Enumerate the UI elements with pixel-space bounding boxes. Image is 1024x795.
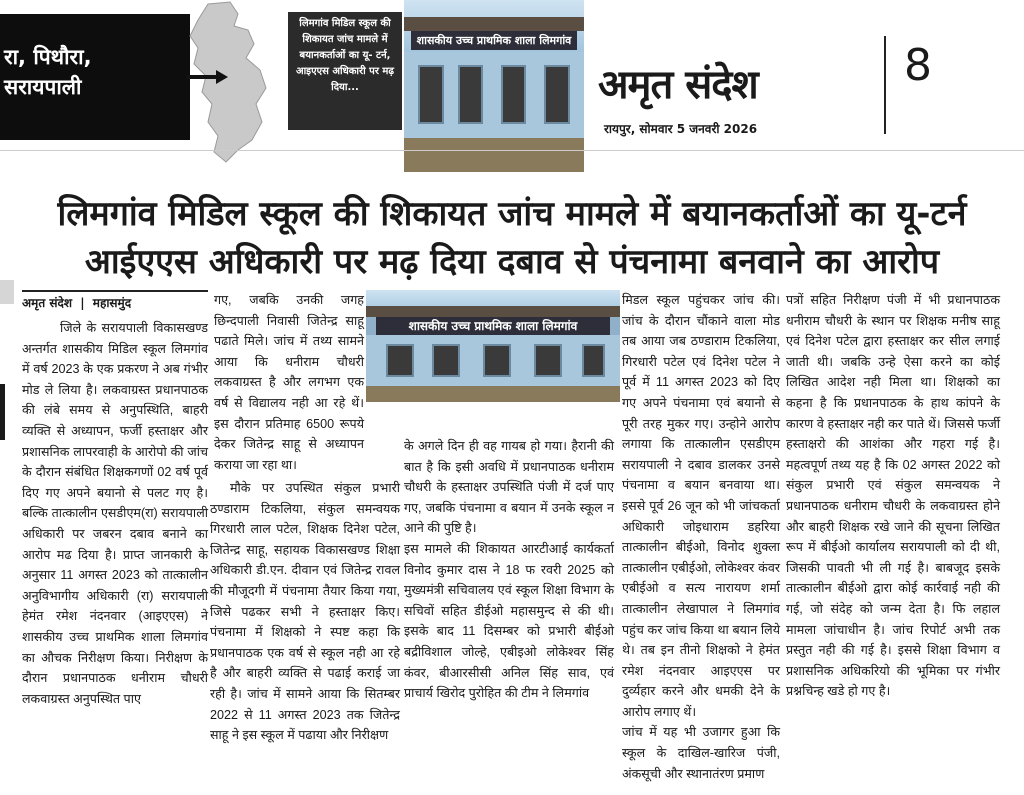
byline-paper: अमृत संदेश <box>22 296 73 310</box>
arrow-right-icon <box>186 70 228 84</box>
teaser-place-block <box>0 14 190 140</box>
article-column-3: के अगले दिन ही वह गायब हो गया। हैरानी की बात है कि इसी अवधि में प्रधानपाठक धनीराम चौधरी के हस्ताक्षर उपस्थिति पंजी में दर्ज पाए गए, जबकि पंचनामा व बयान में उनके स्कूल न आने की पुष्टि है। इस मामले की शिकायत आरटीआई कार्यकर्ता विनोद कुमार दास ने 18 फ रवरी 2025 को मुख्यमंत्री सचिवालय एवं स्कूल शिक्षा विभाग के सचिवों सहित डीईओ महासमुन्द से की थी। इसके बाद 11 दिसम्बर को प्रभारी बीईओ बद्रीविशाल जोल्हे, एबीइओ लोकेश्वर सिंह कंवर, बीआरसीसी अनिल सिंह साव, एवं प्राचार्य खिरोद पुरोहित की टीम ने लिमगांव <box>404 439 614 701</box>
header-divider <box>0 150 1024 151</box>
teaser-place-text: रा, पिथौरा, सरायपाली <box>4 45 92 99</box>
masthead-divider <box>884 36 886 134</box>
article-column-5: पत्रों सहित निरीक्षण पंजी में भी प्रधानपाठक धनीराम चौधरी के स्थान पर शिक्षक मनीष साहू एवं दिनेश पटेल द्वारा हस्ताक्षर कर सील लगाई जाती थी। जबकि उन्हे ऐसा करने का कोई लिखित आदेश नही मिला था। शिक्षको का कहना है कि प्रधानपाठक के हाथ कांपने के कारण वे हस्ताक्षर नही कर पाते थें। जिससे फर्जी हस्ताक्षरो की आशंका और गहरा गई है। महत्वपूर्ण तथ्य यह है कि 02 अगस्त 2022 को संकुल प्रभारी एवं संकुल समन्वयक ने प्रधानपाठक धनीराम चौधरी के लकवाग्रस्त होने और बाहरी शिक्षक रखे जाने की सूचना लिखित रूप में बीईओ कार्यालय सरायपाली को दी थी, जिसकी पावती भी ली गई है। बाबजूद इसके तात्कालीन बीईओ द्वारा कोई कार्रवाई नही की गई, जो संदेह को जन्म देता है। फि लहाल मामला जांचाधीन है। जांच रिपोर्ट अभी तक प्रस्तुत नही की गई है। इससे शिक्षा विभाग व प्रशासनिक अधिकरियो की भूमिका पर गंभीर प्रश्नचिन्ह खडे हो गए है। <box>786 293 1000 699</box>
school-sign-top: शासकीय उच्च प्राथमिक शाला लिमगांव <box>411 31 577 50</box>
article-column-2-bottom: मौके पर उपस्थित संकुल प्रभारी ठण्डाराम टिकलिया, संकुल समन्वयक गिरधारी लाल पटेल, शिक्षक दिनेश पटेल, जितेन्द्र साहू, सहायक विकासखण्ड शिक्षा अधिकारी डी.एन. दीवान एवं जितेन्द्र रावल की मौजूदगी में पंचनामा तैयार किया गया, जिसे पढकर सभी ने हस्ताक्षर किए। पंचनामा में शिक्षको ने स्पष्ट कहा कि प्रधानपाठक एक वर्ष से स्कूल नही आ रहे है और बाहरी व्यक्ति से पढाई कराई जा रही है। जांच में सामने आया कि सितम्बर 2022 से 11 अगस्त 2023 तक जितेन्द्र साहू ने इस स्कूल में पढाया और निरीक्षण <box>210 481 400 743</box>
headline-line-1: लिमगांव मिडिल स्कूल की शिकायत जांच मामले में बयानकर्ताओं का यू-टर्न <box>57 194 967 234</box>
school-sign-article: शासकीय उच्च प्राथमिक शाला लिमगांव <box>376 317 610 335</box>
byline <box>22 290 208 314</box>
teaser-headline-box[interactable] <box>288 12 402 130</box>
byline-place: महासमुंद <box>92 296 132 310</box>
headline-line-2: आईएएस अधिकारी पर मढ़ दिया दबाव से पंचनामा बनवाने का आरोप <box>84 242 940 282</box>
left-edge-mark <box>0 280 14 304</box>
article-column-4: मिडल स्कूल पहुंचकर जांच की। जांच के दौरान चौंकाने वाला मोड तब आया जब ठण्डाराम टिकलिया, गिरधारी पटेल एवं दिनेश पटेल ने पूर्व में 11 अगस्त 2023 को दिए गए अपने पंचनामा एवं बयानो से पूरी तरह मुकर गए। उन्होने आरोप लगाया कि तात्कालीन एसडीएम सरायपाली ने दबाव डालकर उनसे पंचनामा व बयान बनवाया था। इससे पूर्व 26 जून को भी जांचकर्ता अधिकारी जोइधाराम डहरिया तात्कालीन बीईओ, विनोद शुक्ला तात्कालीन एबीईओ, लोकेश्वर कंवर एबीईओ व सत्य नारायण शर्मा तात्कालीन लेखापाल ने लिमगांव पहुंच कर जांच किया था बयान लिये थे। तब इन तीनो शिक्षको ने हेमंत रमेश नंदनवार आइएएस पर दुर्व्यहार करने और धमकी देने के आरोप लगाए थें। जांच में यह भी उजागर हुआ कि स्कूल के दाखिल-खारिज पंजी, अंकसूची और स्थानातंरण प्रमाण <box>622 293 780 781</box>
dateline: रायपुर, सोमवार 5 जनवरी 2026 <box>604 122 758 136</box>
page-number: 8 <box>904 40 932 91</box>
article-column-1: जिले के सरायपाली विकासखण्ड अन्तर्गत शासकीय मिडिल स्कूल लिमगांव में वर्ष 2023 के एक प्रकरण ने अब गंभीर मोड ले लिया है। लकवाग्रस्त प्रधानपाठक की लंबे समय से अनुपस्थिति, बाहरी व्यक्ति से अध्यापन, फर्जी हस्ताक्षर और प्रशासनिक लापरवाही के आरोपो की जांच के दौरान संबंधित शिक्षकगणों 02 वर्ष पूर्व दिए गए अपने बयानो से पलट गए है। बल्कि तात्कालीन एसडीएम(रा) सरायपाली अधिकारी पर जबरन दबाव बनाने का आरोप मढ दिया है। प्राप्त जानकारी के अनुसार 11 अगस्त 2023 को तात्कालीन अनुविभागीय अधिकारी (रा) सरायपाली हेमंत रमेश नंदनवार (आइएएस) ने शासकीय उच्च प्राथमिक शाला लिमगांव का औचक निरीक्षण किया। निरीक्षण के दौरान प्रधानपाठक धनीराम चौधरी लकवाग्रस्त अनुपस्थित पाए <box>22 321 208 706</box>
byline-separator: | <box>80 296 85 310</box>
left-edge-bar <box>0 384 5 440</box>
school-photo-article <box>366 290 620 402</box>
school-photo-top <box>404 0 584 172</box>
teaser-headline-text: लिमगांव मिडिल स्कूल की शिकायत जांच मामले में बयानकर्ताओं का यू- टर्न, आइएएस अधिकारी पर मढ़ दिया... <box>295 18 395 93</box>
article-column-2-top: गए, जबकि उनकी जगह छिन्दपाली निवासी जितेन्द्र साहू पढाते मिले। जांच में तथ्य सामने आया कि धनीराम चौधरी लकवाग्रस्त है और लगभग एक वर्ष से विद्यालय नही आ रहे थें। इस दौरान प्रतिमाह 6500 रूपये देकर जितेन्द्र साहू से अध्यापन कराया जा रहा था। <box>214 293 364 472</box>
masthead-title: अमृत संदेश <box>598 61 758 108</box>
